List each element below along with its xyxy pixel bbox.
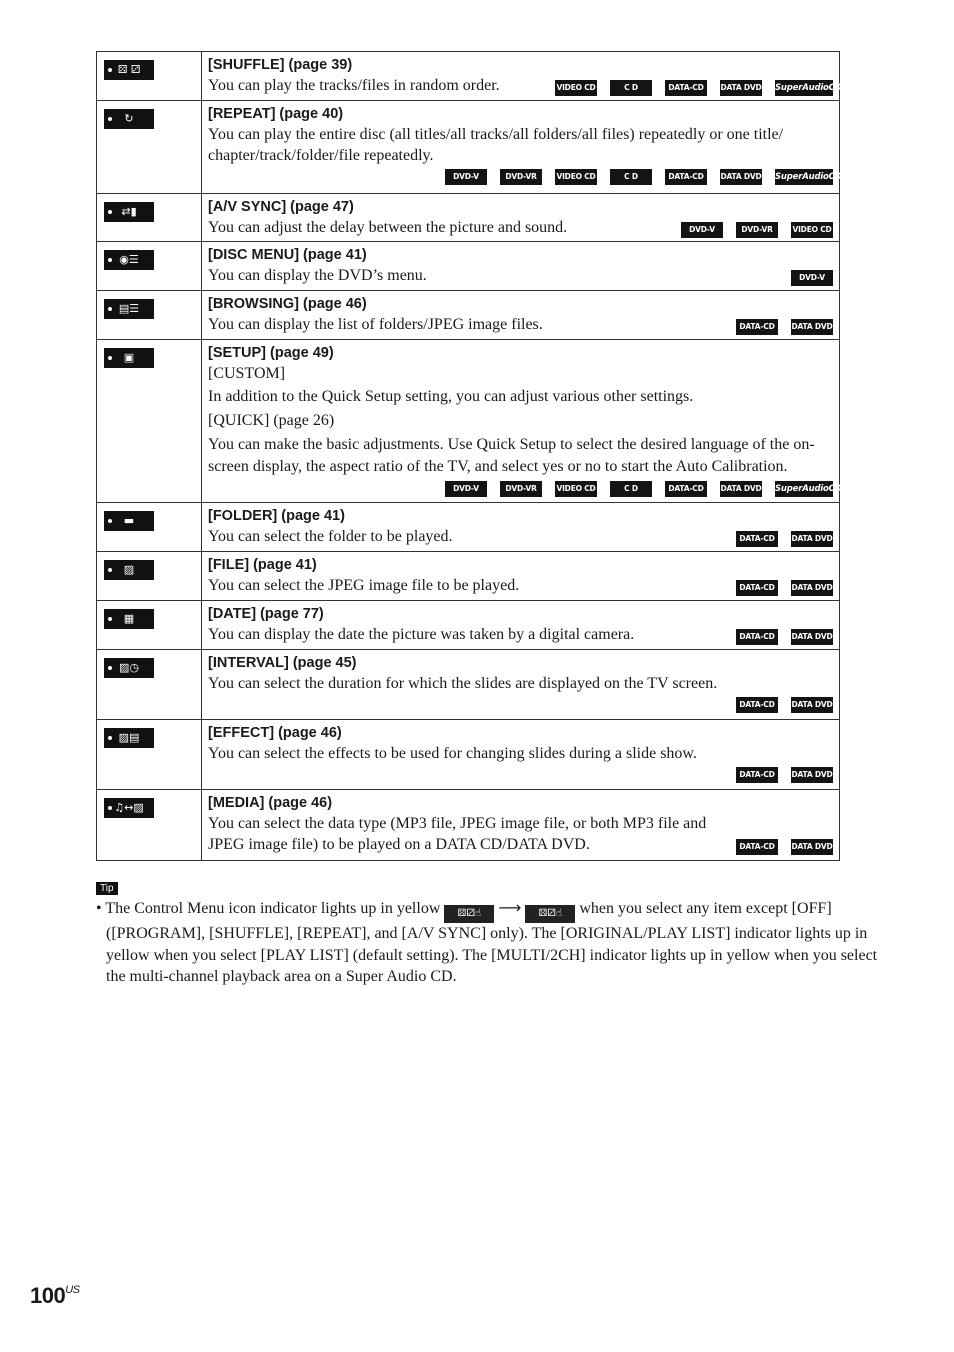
description-cell <box>202 552 840 601</box>
disc-badge: DATA-CD <box>736 319 778 335</box>
control-menu-item-icon: ▨◷ <box>104 658 154 678</box>
control-menu-item-icon: ▣ <box>104 348 154 368</box>
disc-badge: DATA DVD <box>720 481 762 497</box>
icon-cell <box>97 101 202 194</box>
item-title: [EFFECT] (page 46) <box>208 725 342 741</box>
description-cell <box>202 601 840 650</box>
disc-badge: DATA DVD <box>791 767 833 783</box>
disc-type-badges <box>723 580 833 596</box>
indicator-lit-icon: ⚄⚂☝ <box>525 905 575 923</box>
indicator-icon: ⚄⚂☝ <box>444 905 494 923</box>
item-description-line <box>208 265 833 286</box>
item-description: You can select the data type (MP3 file, JPEG image file, or both MP3 file and JPEG image file) to be played on a DATA CD/DATA DVD. <box>208 815 707 853</box>
icon-cell <box>97 194 202 242</box>
control-menu-item-icon: ▨▤ <box>104 728 154 748</box>
disc-badge: VIDEO CD <box>555 481 597 497</box>
item-description-line <box>208 575 833 596</box>
description-cell <box>202 340 840 503</box>
disc-badge: VIDEO CD <box>791 222 833 238</box>
icon-cell <box>97 601 202 650</box>
control-menu-item-icon: ▤☰ <box>104 299 154 319</box>
disc-type-badges <box>668 222 833 238</box>
item-title: [MEDIA] (page 46) <box>208 795 333 811</box>
item-title: [SHUFFLE] (page 39) <box>208 57 353 73</box>
disc-badge: DATA-CD <box>736 580 778 596</box>
menu-row <box>97 720 840 790</box>
control-menu-item-icon: ♫↔▨ <box>104 798 154 818</box>
right-arrow-icon: ⟶ <box>498 898 522 917</box>
disc-badge: DATA-CD <box>736 697 778 713</box>
item-title: [DATE] (page 77) <box>208 606 324 622</box>
control-menu-item-icon: ⇄▮ <box>104 202 154 222</box>
disc-badge: DVD-V <box>791 270 833 286</box>
page-number: $100^{US}$ <box>30 1283 80 1308</box>
icon-cell <box>97 552 202 601</box>
icon-cell <box>97 503 202 552</box>
item-title: [FILE] (page 41) <box>208 557 317 573</box>
item-title: [DISC MENU] (page 41) <box>208 247 367 263</box>
disc-badge: DVD-VR <box>500 169 542 185</box>
item-description-line <box>208 813 833 855</box>
disc-type-badges <box>216 481 842 497</box>
control-menu-item-icon: ▬ <box>104 511 154 531</box>
item-description-line <box>208 624 833 645</box>
disc-type-badges <box>723 319 833 335</box>
item-description-line <box>208 75 842 96</box>
description-cell <box>202 52 840 101</box>
item-description-line <box>208 217 833 238</box>
item-description: You can adjust the delay between the picture and sound. <box>208 219 568 236</box>
disc-badge: DATA DVD <box>791 580 833 596</box>
menu-row <box>97 101 840 194</box>
disc-type-badges <box>778 270 833 286</box>
disc-badge: DATA DVD <box>720 169 762 185</box>
disc-badge: DATA DVD <box>791 319 833 335</box>
disc-badge: C D <box>610 80 652 96</box>
item-description: You can play the tracks/files in random order. <box>208 77 500 94</box>
disc-type-badges <box>723 839 833 855</box>
description-cell <box>202 194 840 242</box>
icon-cell <box>97 790 202 861</box>
control-menu-item-icon: ↻ <box>104 109 154 129</box>
disc-badge: DATA DVD <box>791 629 833 645</box>
disc-badge: SuperAudioCD <box>775 169 833 185</box>
disc-badge: DVD-V <box>445 169 487 185</box>
menu-row <box>97 194 840 242</box>
item-description: You can select the duration for which the slides are displayed on the TV screen. <box>208 675 718 692</box>
disc-badge: VIDEO CD <box>555 80 597 96</box>
item-description: [QUICK] (page 26) <box>208 412 335 429</box>
disc-badge: SuperAudioCD <box>775 481 833 497</box>
disc-type-badges <box>723 531 833 547</box>
disc-type-badges <box>542 80 842 96</box>
description-cell <box>202 720 840 790</box>
disc-badge: DVD-V <box>445 481 487 497</box>
disc-type-badges <box>216 697 833 713</box>
disc-badge: DATA-CD <box>665 80 707 96</box>
control-menu-item-icon: ▦ <box>104 609 154 629</box>
description-cell <box>202 503 840 552</box>
disc-type-badges <box>216 169 842 185</box>
disc-badge: DATA-CD <box>665 169 707 185</box>
item-description: You can make the basic adjustments. Use Quick Setup to select the desired language of the on-screen display, the aspect ratio of the TV, and select yes or no to start the Auto Calibration. <box>208 436 815 475</box>
item-description-line <box>208 314 833 335</box>
item-title: [INTERVAL] (page 45) <box>208 655 357 671</box>
menu-row <box>97 291 840 340</box>
disc-badge: DATA-CD <box>736 839 778 855</box>
menu-row <box>97 503 840 552</box>
icon-cell <box>97 650 202 720</box>
item-description: You can display the date the picture was taken by a digital camera. <box>208 626 635 643</box>
description-cell <box>202 790 840 861</box>
item-description: You can display the list of folders/JPEG image files. <box>208 316 543 333</box>
item-description: You can display the DVD’s menu. <box>208 267 427 284</box>
description-cell <box>202 650 840 720</box>
icon-cell <box>97 242 202 291</box>
item-title: [BROWSING] (page 46) <box>208 296 367 312</box>
disc-badge: C D <box>610 481 652 497</box>
disc-badge: DVD-VR <box>500 481 542 497</box>
disc-badge: VIDEO CD <box>555 169 597 185</box>
disc-type-badges <box>216 767 833 783</box>
item-title: [A/V SYNC] (page 47) <box>208 199 354 215</box>
item-title: [FOLDER] (page 41) <box>208 508 345 524</box>
menu-row <box>97 242 840 291</box>
disc-type-badges <box>723 629 833 645</box>
icon-cell <box>97 720 202 790</box>
menu-row <box>97 650 840 720</box>
disc-badge: DATA DVD <box>791 839 833 855</box>
item-description: In addition to the Quick Setup setting, you can adjust various other settings. <box>208 388 694 405</box>
item-description: You can select the folder to be played. <box>208 528 453 545</box>
control-menu-item-icon: ⚄ ⚂ <box>104 60 154 80</box>
description-cell <box>202 242 840 291</box>
item-title: [REPEAT] (page 40) <box>208 106 344 122</box>
disc-badge: DATA DVD <box>791 697 833 713</box>
disc-badge: DATA-CD <box>736 531 778 547</box>
disc-badge: DATA DVD <box>720 80 762 96</box>
disc-badge: DATA-CD <box>736 629 778 645</box>
disc-badge: DATA-CD <box>665 481 707 497</box>
icon-cell <box>97 340 202 503</box>
item-title: [SETUP] (page 49) <box>208 345 334 361</box>
item-description: You can play the entire disc (all titles/all tracks/all folders/all files) repeatedly or one title/ chapter/track/folder/file repeatedly. <box>208 126 784 164</box>
disc-badge: SuperAudioCD <box>775 80 833 96</box>
item-description-line <box>208 526 833 547</box>
disc-badge: C D <box>610 169 652 185</box>
tip-label: Tip <box>96 882 118 895</box>
menu-row <box>97 601 840 650</box>
description-cell <box>202 101 840 194</box>
control-menu-item-icon: ▨ <box>104 560 154 580</box>
menu-row <box>97 552 840 601</box>
disc-badge: DATA DVD <box>791 531 833 547</box>
item-description: You can select the effects to be used for changing slides during a slide show. <box>208 745 697 762</box>
menu-row <box>97 52 840 101</box>
item-description: [CUSTOM] <box>208 365 286 382</box>
disc-badge: DVD-V <box>681 222 723 238</box>
item-description: You can select the JPEG image file to be played. <box>208 577 520 594</box>
tip-text: • The Control Menu icon indicator lights up in yellow ⚄⚂☝ ⟶ ⚄⚂☝ when you select any item except [OFF] ([PROGRAM], [SHUFFLE], [REPEAT], and [A/V SYNC] only). The [ORIGINAL/PLAY LIST] indicator lights up in yellow when you select [PLAY LIST] (default setting). The [MULTI/2CH] indicator lights up in yellow when you select the multi-channel playback area on a Super Audio CD. <box>96 898 878 985</box>
disc-badge: DATA-CD <box>736 767 778 783</box>
icon-cell <box>97 52 202 101</box>
menu-row <box>97 340 840 503</box>
description-cell <box>202 291 840 340</box>
icon-cell <box>97 291 202 340</box>
tip-section <box>96 878 884 988</box>
disc-badge: DVD-VR <box>736 222 778 238</box>
menu-row <box>97 790 840 861</box>
control-menu-table <box>96 51 840 861</box>
control-menu-item-icon: ◉☰ <box>104 250 154 270</box>
